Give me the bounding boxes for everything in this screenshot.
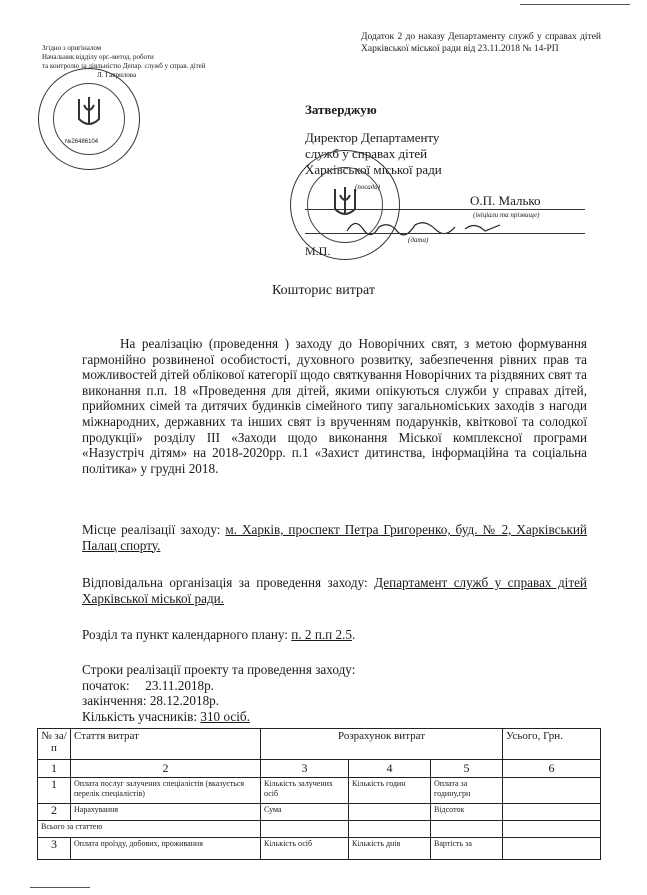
row-cell [503, 838, 601, 860]
date-caption: (дата) [408, 236, 429, 244]
row-cell [349, 821, 431, 838]
terms-start [82, 678, 355, 694]
row-cell [431, 821, 503, 838]
section-tail: . [352, 627, 356, 642]
row-cell [261, 821, 349, 838]
approve-line-2: служб у справах дітей [305, 146, 428, 161]
intro-paragraph [82, 336, 587, 476]
header-item: Стаття витрат [71, 729, 261, 760]
approver-name: О.П. Малько [470, 193, 541, 208]
row-num: 1 [38, 778, 71, 804]
position-caption: (посада) [355, 183, 381, 191]
row-cell: Кількість днів [349, 838, 431, 860]
org-value: Департамент служб у справах дітей Харківської міської ради. [82, 575, 587, 606]
table-row [38, 804, 601, 821]
start-value: 23.11.2018р. [145, 677, 215, 693]
official-stamp-left [38, 68, 140, 170]
approve-line-3: Харківської міської ради [305, 162, 442, 177]
row-cell [349, 804, 431, 821]
participants-value: 310 осіб. [200, 708, 250, 724]
terms-block [82, 662, 355, 724]
terms-participants [82, 709, 355, 725]
stamp-number: №26486104 [65, 139, 99, 145]
row-cell: Кількість осіб [261, 838, 349, 860]
row-cell: Сума [261, 804, 349, 821]
approve-line-1: Директор Департаменту [305, 130, 440, 145]
trident-emblem-right [331, 185, 359, 221]
terms-end [82, 693, 355, 709]
place-value: м. Харків, проспект Петра Григоренко, буд. № 2, Харківський Палац спорту. [82, 522, 587, 553]
col-number: 1 [38, 760, 71, 778]
row-item: Нарахування [71, 804, 261, 821]
row-num: 2 [38, 804, 71, 821]
approval-line-4: Л. Гаврилова [97, 71, 137, 79]
estimate-table [37, 728, 601, 860]
row-cell: Кількість годин [349, 778, 431, 804]
scan-line-top [520, 4, 630, 5]
start-label: початок: [82, 677, 130, 693]
table-row [38, 838, 601, 860]
document-title: Кошторис витрат [272, 283, 375, 298]
col-number: 6 [503, 760, 601, 778]
row-num: 3 [38, 838, 71, 860]
header-num: № за/п [38, 729, 71, 760]
approval-line-2: Начальник відділу орг.-метод. роботи [42, 53, 154, 61]
table-header-row [38, 729, 601, 760]
row-cell [503, 821, 601, 838]
section-paragraph [82, 627, 587, 643]
end-value: 28.12.2018р. [149, 693, 220, 709]
header-calc: Розрахунок витрат [261, 729, 503, 760]
mp-label: М.П. [305, 244, 331, 258]
row-cell: Вартість за [431, 838, 503, 860]
section-value: п. 2 п.п 2.5 [291, 627, 353, 642]
header-total: Усього, Грн. [503, 729, 601, 760]
approval-line-1: Згідно з оригіналом [42, 44, 102, 52]
row-cell [503, 804, 601, 821]
addendum-note: Додаток 2 до наказу Департаменту служб у справах дітей Харківської міської ради від 23.11.2018 № 14-РП [361, 32, 601, 54]
approval-line-3: та контролю за діяльністю Депар. служб у справ. дітей [42, 62, 206, 70]
official-stamp-right [290, 150, 400, 260]
col-number: 4 [349, 760, 431, 778]
section-label: Розділ та пункт календарного плану: [82, 627, 292, 642]
name-caption: (ініціали та прізвище) [473, 211, 540, 219]
row-item: Всього за статтею [38, 821, 261, 838]
row-item: Оплата послуг залучених спеціалістів (вказується перелік спеціалістів) [71, 778, 261, 804]
end-label: закінчення: [82, 693, 147, 709]
row-cell: Оплата за годину,грн [431, 778, 503, 804]
participants-label: Кількість учасників: [82, 708, 201, 724]
col-number: 3 [261, 760, 349, 778]
place-label: Місце реалізації заходу: [82, 522, 226, 537]
org-label: Відповідальна організація за проведення заходу: [82, 575, 375, 590]
place-paragraph [82, 522, 587, 553]
col-number: 2 [71, 760, 261, 778]
column-number-row [38, 760, 601, 778]
terms-heading: Строки реалізації проекту та проведення заходу: [82, 662, 356, 677]
trident-emblem [75, 95, 103, 131]
scan-line-bottom [30, 887, 90, 888]
table-row [38, 821, 601, 838]
row-item: Оплата проїзду, добових, проживання [71, 838, 261, 860]
org-paragraph [82, 575, 587, 606]
col-number: 5 [431, 760, 503, 778]
row-cell [503, 778, 601, 804]
table-row [38, 778, 601, 804]
intro-text: На реалізацію (проведення ) заходу до Новорічних свят, з метою формування гармонійно розвиненої особистості, духовного розвитку, забезпечення рівних прав та можливостей дітей облікової категорії щодо святкування Новорічних та різдвяних свят та виконання п.п. 18 «Проведення для дітей, якими опікуються служби у справах дітей, прийомних сімей та дитячих будинків сімейного типу загальноміських заходів з нагоди міжнародних, державних та інших свят із врученням подарунків, квіткової та солодкої продукції» розділу ІІІ «Заходи щодо виконання Міської комплексної програми «Назустріч дітям» на 2018-2020рр. п.1 «Захист дитинства, інформаційна та соціальна політика» у грудні 2018. [82, 336, 587, 476]
approve-heading: Затверджую [305, 102, 377, 117]
row-cell: Відсоток [431, 804, 503, 821]
row-cell: Кількість залучених осіб [261, 778, 349, 804]
